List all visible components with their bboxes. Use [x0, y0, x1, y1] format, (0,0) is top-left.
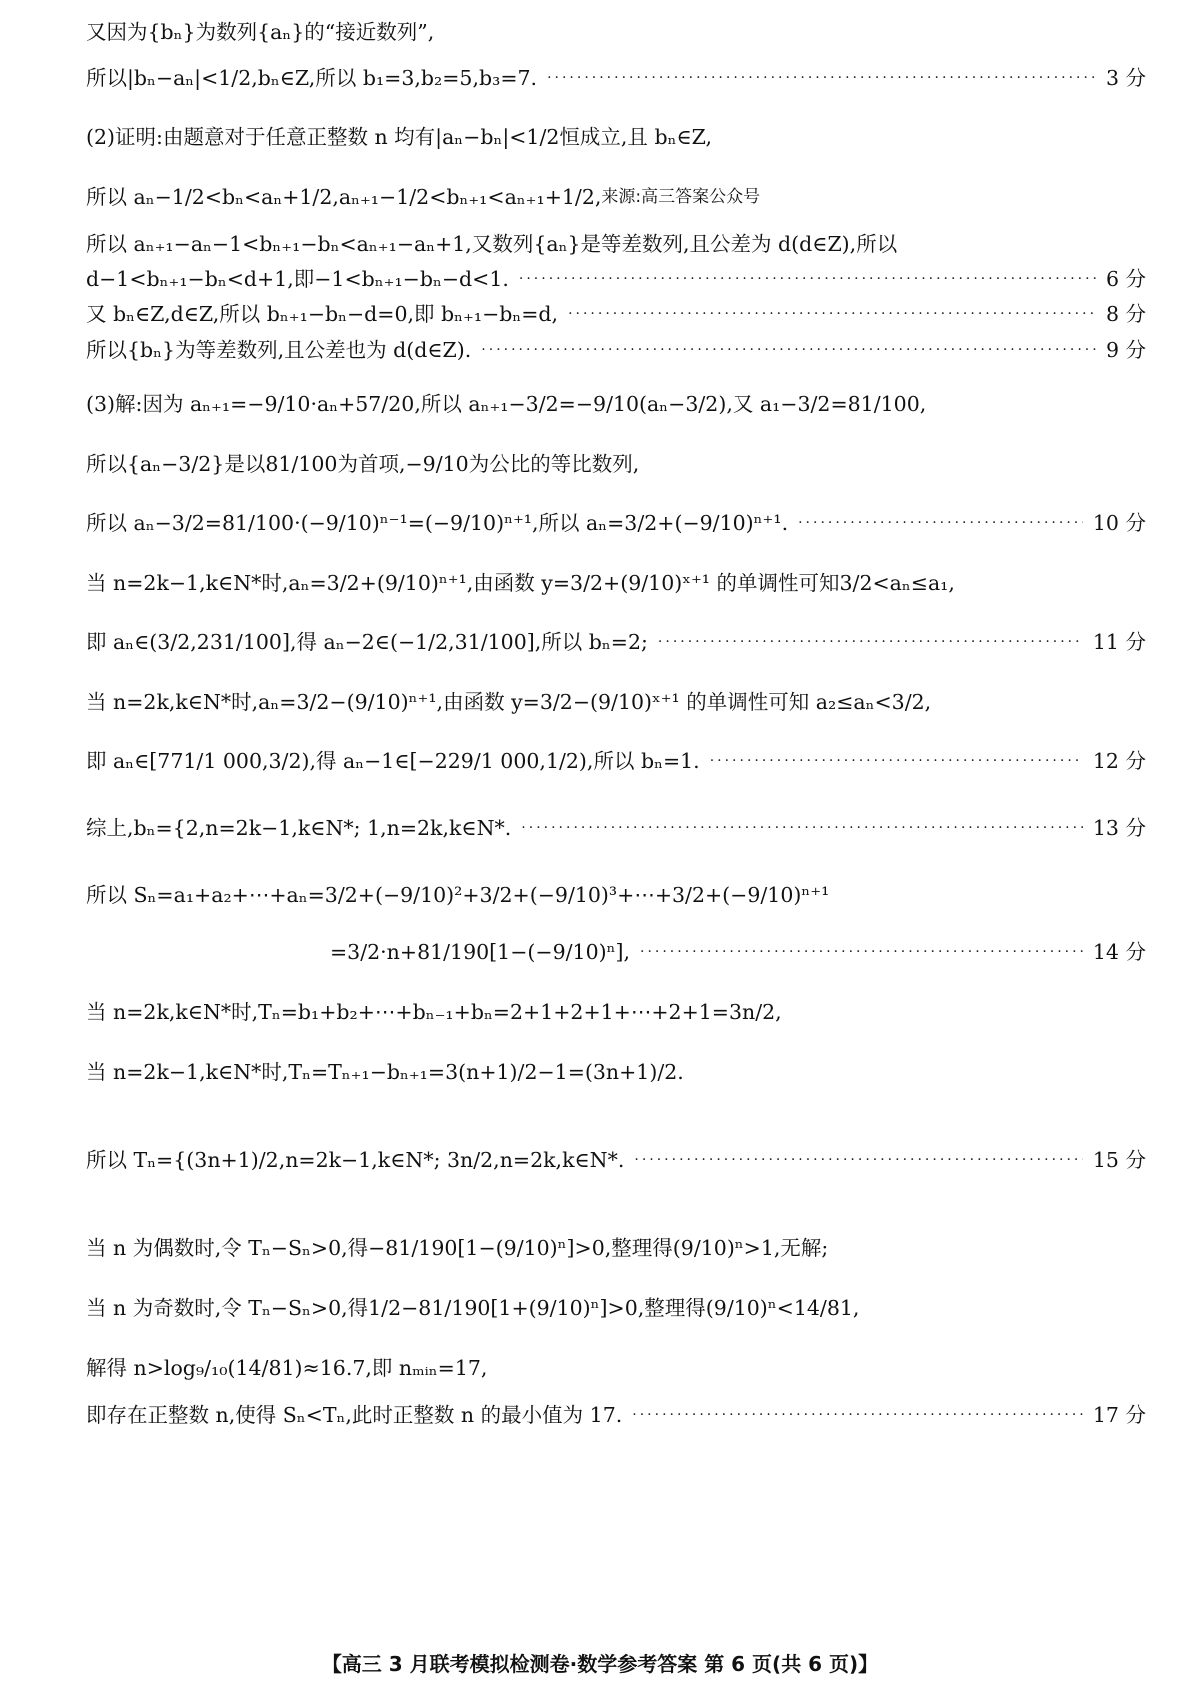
- solution-line-2: 所以|bₙ−aₙ|<1/2,bₙ∈Z,所以 b₁=3,b₂=5,b₃=7. ····· 3 分: [86, 68, 1146, 89]
- solution-line-5: 所以 aₙ₊₁−aₙ−1<bₙ₊₁−bₙ<aₙ₊₁−aₙ+1,又数列{aₙ}是等差数列,且公差为 d(d∈Z),所以: [86, 232, 898, 256]
- score-mark: 17 分: [1092, 1403, 1146, 1427]
- solution-line-21: 所以 Tₙ={(3n+1)/2,n=2k−1,k∈N*; 3n/2,n=2k,k∈N*. ····· 15 分: [86, 1150, 1146, 1171]
- score-mark: 6 分: [1105, 267, 1146, 291]
- leader-dots: [710, 754, 1083, 768]
- solution-line-19: 当 n=2k,k∈N*时,Tₙ=b₁+b₂+⋯+bₙ₋₁+bₙ=2+1+2+1+⋯+2+1=3n/2,: [86, 1000, 782, 1024]
- solution-line-3: (2)证明:由题意对于任意正整数 n 均有|aₙ−bₙ|<1/2恒成立,且 bₙ∈Z,: [86, 125, 713, 149]
- leader-dots: [481, 343, 1096, 357]
- solution-line-17: 所以 Sₙ=a₁+a₂+⋯+aₙ=3/2+(−9/10)²+3/2+(−9/10)³+⋯+3/2+(−9/10)ⁿ⁺¹: [86, 883, 830, 907]
- score-mark: 10 分: [1092, 511, 1146, 535]
- solution-line-14: 当 n=2k,k∈N*时,aₙ=3/2−(9/10)ⁿ⁺¹,由函数 y=3/2−(9/10)ˣ⁺¹ 的单调性可知 a₂≤aₙ<3/2,: [86, 690, 932, 714]
- solution-line-25: 即存在正整数 n,使得 Sₙ<Tₙ,此时正整数 n 的最小值为 17. ····· 17 分: [86, 1405, 1146, 1426]
- score-mark: 8 分: [1105, 302, 1146, 326]
- leader-dots: [658, 635, 1083, 649]
- solution-line-8: 所以{bₙ}为等差数列,且公差也为 d(d∈Z). ····· 9 分: [86, 340, 1146, 361]
- leader-dots: [521, 821, 1083, 835]
- solution-line-10: 所以{aₙ−3/2}是以81/100为首项,−9/10为公比的等比数列,: [86, 452, 640, 476]
- solution-line-15: 即 aₙ∈[771/1 000,3/2),得 aₙ−1∈[−229/1 000,1/2),所以 bₙ=1. ····· 12 分: [86, 751, 1146, 772]
- leader-dots: [640, 945, 1083, 959]
- score-mark: 12 分: [1092, 749, 1146, 773]
- solution-line-20: 当 n=2k−1,k∈N*时,Tₙ=Tₙ₊₁−bₙ₊₁=3(n+1)/2−1=(3n+1)/2.: [86, 1060, 684, 1084]
- source-note: 来源:高三答案公众号: [601, 186, 761, 207]
- leader-dots: [568, 307, 1096, 321]
- score-mark: 11 分: [1092, 630, 1146, 654]
- leader-dots: [798, 516, 1083, 530]
- leader-dots: [547, 71, 1096, 85]
- solution-line-11: 所以 aₙ−3/2=81/100·(−9/10)ⁿ⁻¹=(−9/10)ⁿ⁺¹,所以 aₙ=3/2+(−9/10)ⁿ⁺¹. ····· 10 分: [86, 513, 1146, 534]
- leader-dots: [519, 272, 1096, 286]
- solution-line-6: d−1<bₙ₊₁−bₙ<d+1,即−1<bₙ₊₁−bₙ−d<1. ····· 6 分: [86, 269, 1146, 290]
- leader-dots: [634, 1153, 1083, 1167]
- score-mark: 13 分: [1092, 816, 1146, 840]
- solution-line-9: (3)解:因为 aₙ₊₁=−9/10·aₙ+57/20,所以 aₙ₊₁−3/2=−9/10(aₙ−3/2),又 a₁−3/2=81/100,: [86, 392, 927, 416]
- solution-line-22: 当 n 为偶数时,令 Tₙ−Sₙ>0,得−81/190[1−(9/10)ⁿ]>0,整理得(9/10)ⁿ>1,无解;: [86, 1236, 829, 1260]
- solution-line-7: 又 bₙ∈Z,d∈Z,所以 bₙ₊₁−bₙ−d=0,即 bₙ₊₁−bₙ=d, ····· 8 分: [86, 304, 1146, 325]
- score-mark: 14 分: [1092, 940, 1146, 964]
- solution-line-13: 即 aₙ∈(3/2,231/100],得 aₙ−2∈(−1/2,31/100],所以 bₙ=2; ····· 11 分: [86, 632, 1146, 653]
- score-mark: 9 分: [1105, 338, 1146, 362]
- solution-line-1: 又因为{bₙ}为数列{aₙ}的“接近数列”,: [86, 20, 435, 44]
- leader-dots: [632, 1408, 1083, 1422]
- solution-line-4: 所以 aₙ−1/2<bₙ<aₙ+1/2,aₙ₊₁−1/2<bₙ₊₁<aₙ₊₁+1/2, 来源:高三答案公众号: [86, 185, 761, 209]
- page-footer: 【高三 3 月联考模拟检测卷·数学参考答案 第 6 页(共 6 页)】: [321, 1652, 879, 1676]
- score-mark: 3 分: [1105, 66, 1146, 90]
- solution-line-24: 解得 n>log₉/₁₀(14/81)≈16.7,即 nₘᵢₙ=17,: [86, 1356, 488, 1380]
- solution-line-23: 当 n 为奇数时,令 Tₙ−Sₙ>0,得1/2−81/190[1+(9/10)ⁿ]>0,整理得(9/10)ⁿ<14/81,: [86, 1296, 860, 1320]
- solution-line-16: 综上,bₙ={2,n=2k−1,k∈N*; 1,n=2k,k∈N*. ····· 13 分: [86, 818, 1146, 839]
- solution-line-18: =3/2·n+81/190[1−(−9/10)ⁿ], ····· 14 分: [330, 942, 1146, 963]
- score-mark: 15 分: [1092, 1148, 1146, 1172]
- solution-line-12: 当 n=2k−1,k∈N*时,aₙ=3/2+(9/10)ⁿ⁺¹,由函数 y=3/2+(9/10)ˣ⁺¹ 的单调性可知3/2<aₙ≤a₁,: [86, 571, 955, 595]
